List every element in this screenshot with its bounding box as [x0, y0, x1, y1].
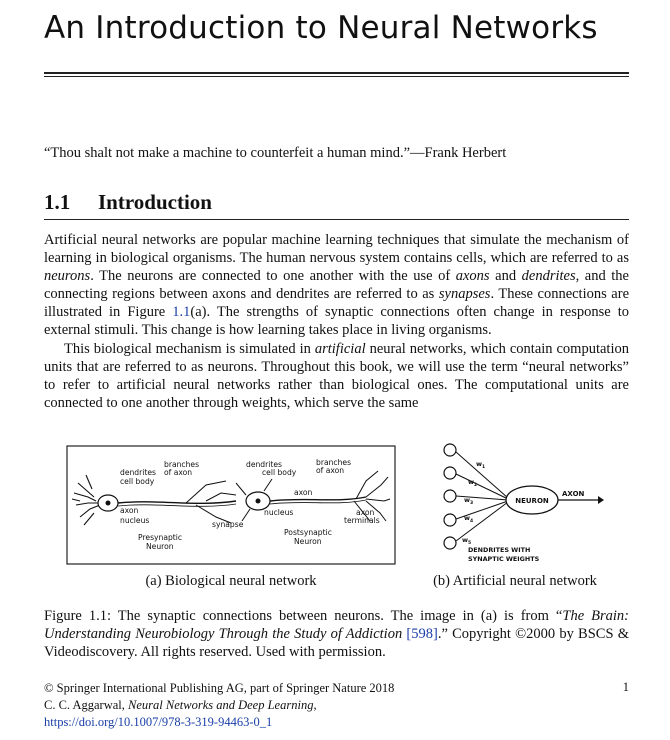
weight-label-2: $w_2$ [468, 478, 478, 488]
book-title: Neural Networks and Deep Learning [128, 698, 314, 712]
section-heading [44, 190, 629, 215]
weight-label-5: $w_5$ [462, 536, 472, 546]
subcaption-a: (a) Biological neural network [145, 573, 317, 589]
input-node-4 [444, 514, 456, 526]
text-run: , and the connecting regions between axons and dendrites are referred to as [44, 268, 629, 303]
weight-label-1: $w_1$ [476, 460, 486, 470]
doi-link[interactable]: https://doi.org/10.1007/978-3-319-94463-0_1 [44, 715, 273, 729]
chapter-title: An Introduction to Neural Networks [44, 10, 598, 46]
label-presynaptic-neuron: Neuron [146, 542, 174, 551]
label-axon-terminals-2: terminals [344, 516, 380, 525]
figure-caption [44, 607, 629, 662]
dendrites-label-1: DENDRITES WITH [468, 546, 531, 554]
label-postsynaptic: Postsynaptic [284, 528, 332, 537]
weight-label-4: $w_4$ [464, 514, 474, 524]
text-run: This biological mechanism is simulated in [64, 340, 315, 357]
title-rule-thick [44, 72, 629, 74]
text-run: . The neurons are connected to one another with the use of [90, 268, 456, 285]
axon-arrowhead [598, 496, 604, 504]
input-node-1 [444, 444, 456, 456]
copyright-line: © Springer International Publishing AG, part of Springer Nature 2018 [44, 681, 395, 695]
term-artificial: artificial [314, 340, 366, 357]
title-rule-thin [44, 76, 629, 77]
term-synapses: synapses [438, 286, 491, 303]
label-cell-body-2: cell body [262, 468, 297, 477]
label-postsynaptic-neuron: Neuron [294, 537, 322, 546]
label-axon-2: axon [294, 488, 313, 497]
label-of-axon-2: of axon [316, 466, 345, 475]
section-title: Introduction [98, 190, 212, 214]
caption-text: Figure 1.1: The synaptic connections between neurons. The image in (a) is from “ [44, 608, 563, 624]
label-of-axon: of axon [164, 468, 193, 477]
label-presynaptic: Presynaptic [138, 533, 183, 542]
section-number: 1.1 [44, 190, 71, 214]
label-nucleus: nucleus [120, 516, 150, 525]
term-dendrites: dendrites [521, 268, 576, 285]
caption-text-end: .” Copyright ©2000 by BSCS & Videodiscovery. All rights reserved. Used with permission. [44, 626, 630, 661]
dendrites-label-2: SYNAPTIC WEIGHTS [468, 555, 540, 563]
footer [44, 680, 629, 731]
text-run: . These connections are illustrated in Figure [44, 286, 630, 321]
figure-artificial-neuron [438, 440, 608, 568]
citation-link[interactable]: [598] [406, 626, 438, 643]
subcaption-b: (b) Artificial neural network [433, 573, 597, 589]
label-cell-body: cell body [120, 477, 155, 486]
author-name: C. C. Aggarwal, [44, 698, 129, 712]
author-line [44, 697, 629, 714]
author-line-end: , [313, 698, 317, 712]
text-run: (a). The strengths of synaptic connections often change in response to external stimuli. This change is how learning takes place in living organisms. [44, 304, 629, 339]
text-run: neural networks, which contain computation units that are referred to as neurons. Throughout this book, we will use the term “neural networks” to refer to artificial neural networks rather than biological ones. The computational units are connected to one another through weights, which serve the same [44, 340, 629, 411]
text-run: and [489, 268, 522, 285]
figure-biological-neuron [66, 445, 396, 565]
axon-label: AXON [562, 490, 585, 498]
weight-label-3: $w_3$ [464, 496, 474, 506]
input-node-2 [444, 467, 456, 479]
page-number: 1 [622, 680, 629, 694]
label-axon: axon [120, 506, 139, 515]
body-text [44, 231, 629, 412]
caption-book-title: The Brain: Understanding Neurobiology Through the Study of Addiction [44, 608, 630, 643]
label-dendrites: dendrites [120, 468, 156, 477]
postsynaptic-nucleus [256, 499, 261, 504]
presynaptic-nucleus [106, 501, 111, 506]
paragraph-1 [44, 231, 629, 340]
term-axons: axons [455, 268, 490, 285]
label-synapse: synapse [212, 520, 244, 529]
label-branches: branches [164, 460, 200, 469]
input-node-3 [444, 490, 456, 502]
label-dendrites-2: dendrites [246, 460, 282, 469]
label-nucleus-2: nucleus [264, 508, 294, 517]
label-axon-terminals-1: axon [356, 508, 375, 517]
input-node-5 [444, 537, 456, 549]
paragraph-2 [44, 340, 629, 412]
epigraph: “Thou shalt not make a machine to counterfeit a human mind.”—Frank Herbert [44, 145, 507, 161]
term-neurons: neurons [44, 268, 91, 285]
section-rule [44, 219, 629, 220]
text-run: Artificial neural networks are popular machine learning techniques that simulate the mechanism of learning in biological organisms. The human nervous system contains cells, which are referred to as [44, 232, 629, 267]
neuron-label: NEURON [515, 497, 549, 505]
figure-link[interactable]: 1.1 [172, 304, 191, 321]
label-branches-2: branches [316, 458, 352, 467]
